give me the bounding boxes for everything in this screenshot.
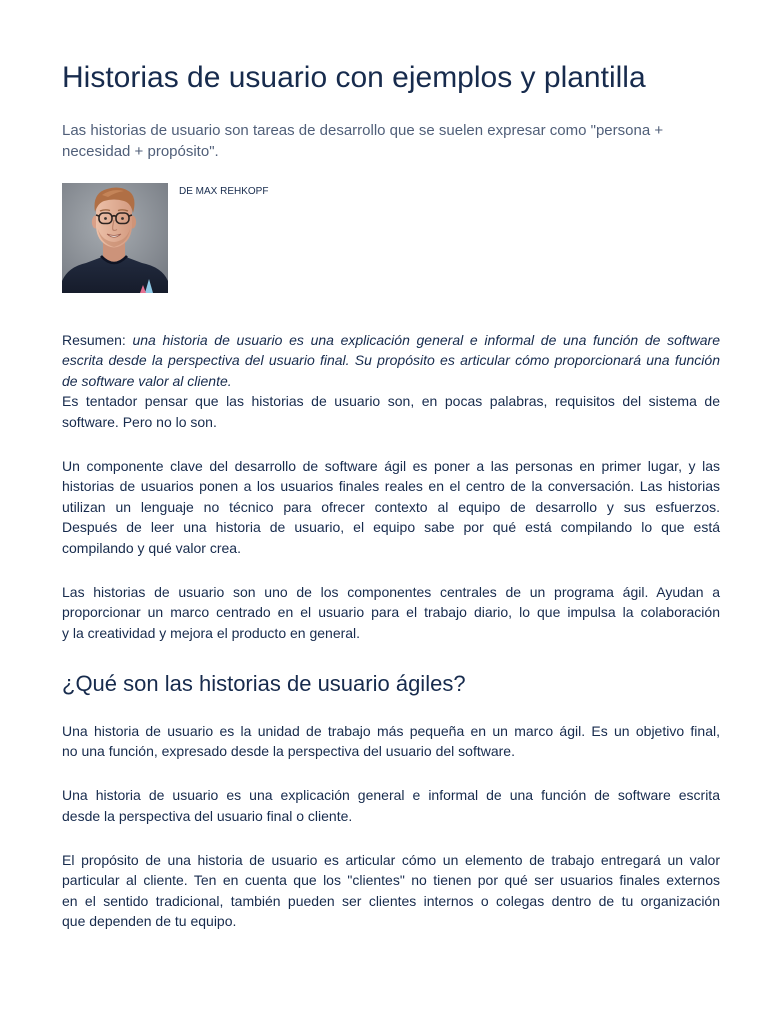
article-subtitle — [62, 120, 720, 162]
summary-text: escrita desde la perspectiva del usuario final. Su propósito es articular cómo proporcionará una función — [62, 352, 720, 369]
subtitle-line: Las historias de usuario son tareas de desarrollo que se suelen expresar como "persona + — [62, 121, 664, 139]
paragraph-line: compilando y qué valor crea. — [62, 539, 241, 556]
paragraph-line: que dependen de tu equipo. — [62, 913, 237, 930]
subtitle-line: necesidad + propósito". — [62, 142, 219, 160]
summary-text: una historia de usuario es una explicación general e informal de una función de software — [132, 331, 720, 348]
paragraph-line: historias de usuarios ponen a los usuarios finales reales en el centro de la conversación. Las historias — [62, 478, 720, 495]
author-photo — [62, 183, 168, 293]
article-title: Historias de usuario con ejemplos y plantilla — [62, 61, 646, 94]
paragraph-line: Las historias de usuario son uno de los componentes centrales de un programa ágil. Ayudan a — [62, 583, 720, 600]
paragraph-line: en el sentido tradicional, también pueden ser clientes internos o colegas dentro de tu organización — [62, 892, 720, 909]
paragraph-line: Una historia de usuario es la unidad de trabajo más pequeña en un marco ágil. Es un objetivo final, — [62, 722, 720, 739]
section-heading: ¿Qué son las historias de usuario ágiles? — [62, 671, 466, 696]
paragraph-line: proporcionar un marco centrado en el usuario para el trabajo diario, lo que impulsa la colaboración — [62, 604, 720, 621]
paragraph-1 — [62, 391, 720, 432]
paragraph-line: particular al cliente. Ten en cuenta que los "clientes" no tienen por qué ser usuarios finales externos — [62, 872, 720, 889]
paragraph-line: Un componente clave del desarrollo de software ágil es poner a las personas en primer lugar, y las — [62, 457, 720, 474]
article — [62, 60, 720, 932]
left-eye — [104, 217, 107, 220]
author-block — [62, 183, 720, 293]
paragraph-3 — [62, 582, 720, 644]
paragraph-line: Una historia de usuario es una explicación general e informal de una función de software escrita — [62, 787, 720, 804]
section-paragraph-2 — [62, 785, 720, 826]
paragraph-line: desde la perspectiva del usuario final o cliente. — [62, 807, 353, 824]
paragraph-line: y la creatividad y mejora el producto en general. — [62, 624, 361, 641]
section-paragraph-3 — [62, 850, 720, 932]
right-eye — [121, 217, 124, 220]
paragraph-line: El propósito de una historia de usuario es articular cómo un elemento de trabajo entregará un valor — [62, 851, 720, 868]
summary-line — [62, 350, 720, 371]
summary-text: de software valor al cliente. — [62, 372, 232, 389]
summary-paragraph — [62, 330, 720, 392]
summary-line — [62, 371, 720, 392]
paragraph-2 — [62, 456, 720, 559]
paragraph-line: Después de leer una historia de usuario, el equipo sabe por qué está compilando lo que está — [62, 519, 720, 536]
paragraph-line: software. Pero no lo son. — [62, 413, 217, 430]
section-paragraph-1 — [62, 721, 720, 762]
paragraph-line: utilizan un lenguaje no técnico para ofrecer contexto al equipo de desarrollo y sus esfuerzos. — [62, 498, 720, 515]
paragraph-line: Es tentador pensar que las historias de usuario son, en pocas palabras, requisitos del sistema de — [62, 393, 720, 410]
author-byline: DE MAX REHKOPF — [179, 186, 269, 197]
paragraph-line: no una función, expresado desde la perspectiva del usuario del software. — [62, 743, 515, 760]
summary-line — [62, 330, 720, 351]
summary-label: Resumen: — [62, 331, 126, 348]
